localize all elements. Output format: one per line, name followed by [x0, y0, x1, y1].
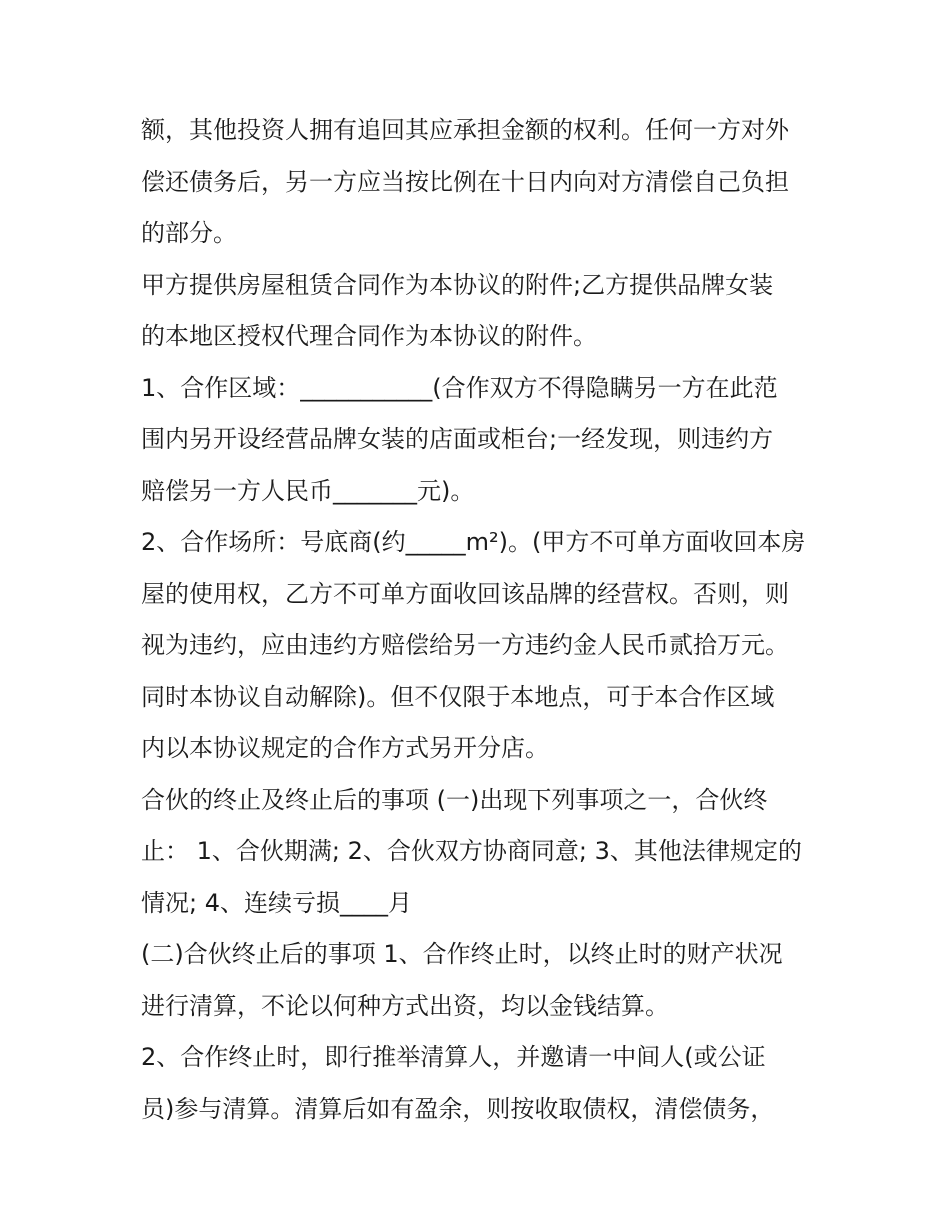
- text-line: 2、合作场所：号底商(约_____m²)。(甲方不可单方面收回本房: [141, 528, 806, 556]
- text-line: 的本地区授权代理合同作为本协议的附件。: [141, 322, 597, 350]
- text-line: 员)参与清算。清算后如有盈余，则按收取债权，清偿债务，: [141, 1094, 775, 1123]
- text-line: 同时本协议自动解除)。但不仅限于本地点，可于本合作区域: [141, 682, 775, 711]
- text-line: 2、合作终止时，即行推举清算人，并邀请一中间人(或公证: [141, 1043, 766, 1071]
- text-line: 屋的使用权，乙方不可单方面收回该品牌的经营权。否则，则: [141, 579, 789, 608]
- text-line: 进行清算，不论以何种方式出资，均以金钱结算。: [141, 991, 669, 1020]
- text-line: 情况; 4、连续亏损____月: [141, 888, 412, 917]
- text-line: (二)合伙终止后的事项 1、合作终止时，以终止时的财产状况: [141, 940, 783, 968]
- text-line: 甲方提供房屋租赁合同作为本协议的附件;乙方提供品牌女装: [141, 270, 774, 299]
- text-line: 内以本协议规定的合作方式另开分店。: [141, 734, 549, 762]
- text-line: 止： 1、合伙期满; 2、合伙双方协商同意; 3、其他法律规定的: [141, 837, 802, 865]
- text-line: 合伙的终止及终止后的事项 (一)出现下列事项之一，合伙终: [141, 785, 768, 814]
- text-line: 的部分。: [141, 219, 237, 247]
- text-line: 赔偿另一方人民币_______元)。: [141, 476, 475, 505]
- text-line: 1、合作区域：___________(合作双方不得隐瞒另一方在此范: [141, 373, 778, 402]
- document-body: [141, 105, 821, 1135]
- text-line: 偿还债务后，另一方应当按比例在十日内向对方清偿自己负担: [141, 167, 789, 196]
- text-line: 视为违约，应由违约方赔偿给另一方违约金人民币贰拾万元。: [141, 631, 789, 659]
- text-line: 围内另开设经营品牌女装的店面或柜台;一经发现，则违约方: [141, 425, 774, 453]
- text-line: 额，其他投资人拥有追回其应承担金额的权利。任何一方对外: [141, 116, 789, 144]
